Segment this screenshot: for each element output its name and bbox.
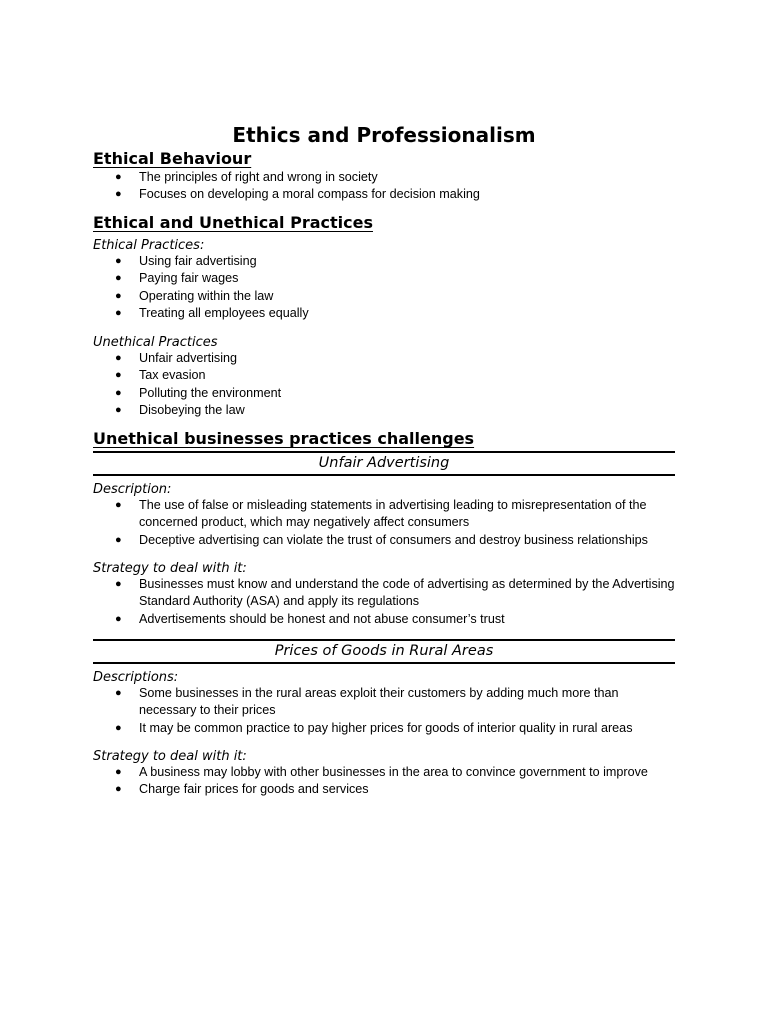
bullet-icon: ● bbox=[115, 188, 122, 201]
unfair-advertising-strategy-list bbox=[93, 576, 679, 628]
list-item: ● Treating all employees equally bbox=[93, 305, 309, 322]
list-item: ● Unfair advertising bbox=[93, 350, 281, 367]
bullet-icon: ● bbox=[115, 352, 122, 364]
list-item: ● Disobeying the law bbox=[93, 402, 281, 419]
list-item: ● Deceptive advertising can violate the trust of consumers and destroy business relationships bbox=[93, 532, 679, 549]
unfair-advertising-description-list bbox=[93, 497, 679, 549]
ethical-practices-list bbox=[93, 253, 309, 323]
unethical-practices-label: Unethical Practices bbox=[93, 335, 218, 350]
list-item: ● Using fair advertising bbox=[93, 253, 309, 270]
bullet-icon: ● bbox=[115, 578, 122, 590]
page-title: Ethics and Professionalism bbox=[232, 123, 536, 147]
list-item: ● Some businesses in the rural areas exploit their customers by adding much more than necessary to their prices bbox=[115, 686, 619, 718]
bullet-icon: ● bbox=[115, 171, 122, 183]
bullet-icon: ● bbox=[115, 721, 122, 734]
list-item: ● Operating within the law bbox=[93, 288, 309, 305]
bullet-icon: ● bbox=[115, 766, 122, 778]
bullet-icon: ● bbox=[115, 307, 122, 320]
rural-prices-strategy-list bbox=[93, 764, 648, 799]
list-item: ● The principles of right and wrong in society bbox=[93, 169, 480, 186]
heading-ethical-behaviour: Ethical Behaviour bbox=[93, 149, 252, 168]
banner-unfair-advertising: Unfair Advertising bbox=[93, 451, 675, 476]
list-item: ● Focuses on developing a moral compass for decision making bbox=[93, 186, 480, 203]
bullet-icon: ● bbox=[115, 272, 122, 285]
list-item: ● Businesses must know and understand the code of advertising as determined by the Advertising Standard Authority (ASA) and apply its regulations bbox=[115, 577, 675, 609]
ethical-practices-label: Ethical Practices: bbox=[93, 238, 205, 253]
heading-challenges: Unethical businesses practices challenges bbox=[93, 429, 475, 448]
list-item: ● Charge fair prices for goods and services bbox=[93, 781, 648, 798]
list-item: ● Paying fair wages bbox=[93, 270, 309, 287]
description-label: Description: bbox=[93, 482, 172, 497]
bullet-icon: ● bbox=[115, 783, 122, 796]
bullet-icon: ● bbox=[115, 289, 122, 302]
list-item: ● The use of false or misleading statements in advertising leading to misrepresentation of the concerned product, which may negatively affect consumers bbox=[115, 498, 647, 530]
bullet-icon: ● bbox=[115, 533, 122, 546]
strategy-label: Strategy to deal with it: bbox=[93, 561, 247, 576]
list-item: ● Advertisements should be honest and not abuse consumer’s trust bbox=[93, 611, 679, 628]
bullet-icon: ● bbox=[115, 404, 122, 417]
banner-rural-prices: Prices of Goods in Rural Areas bbox=[93, 639, 675, 664]
list-item: ● A business may lobby with other businesses in the area to convince government to improve bbox=[93, 764, 648, 781]
heading-ethical-unethical-practices: Ethical and Unethical Practices bbox=[93, 213, 373, 232]
bullet-icon: ● bbox=[115, 687, 122, 699]
rural-prices-description-list bbox=[93, 685, 664, 737]
descriptions-label: Descriptions: bbox=[93, 670, 179, 685]
list-item: ● Tax evasion bbox=[93, 367, 281, 384]
list-item: ● It may be common practice to pay higher prices for goods of interior quality in rural areas bbox=[93, 720, 664, 737]
bullet-icon: ● bbox=[115, 612, 122, 625]
strategy-label: Strategy to deal with it: bbox=[93, 749, 247, 764]
list-item: ● Polluting the environment bbox=[93, 385, 281, 402]
bullet-icon: ● bbox=[115, 255, 122, 267]
bullet-icon: ● bbox=[115, 386, 122, 399]
bullet-icon: ● bbox=[115, 499, 122, 511]
bullet-icon: ● bbox=[115, 369, 122, 382]
ethical-behaviour-list bbox=[93, 169, 480, 204]
unethical-practices-list bbox=[93, 350, 281, 420]
